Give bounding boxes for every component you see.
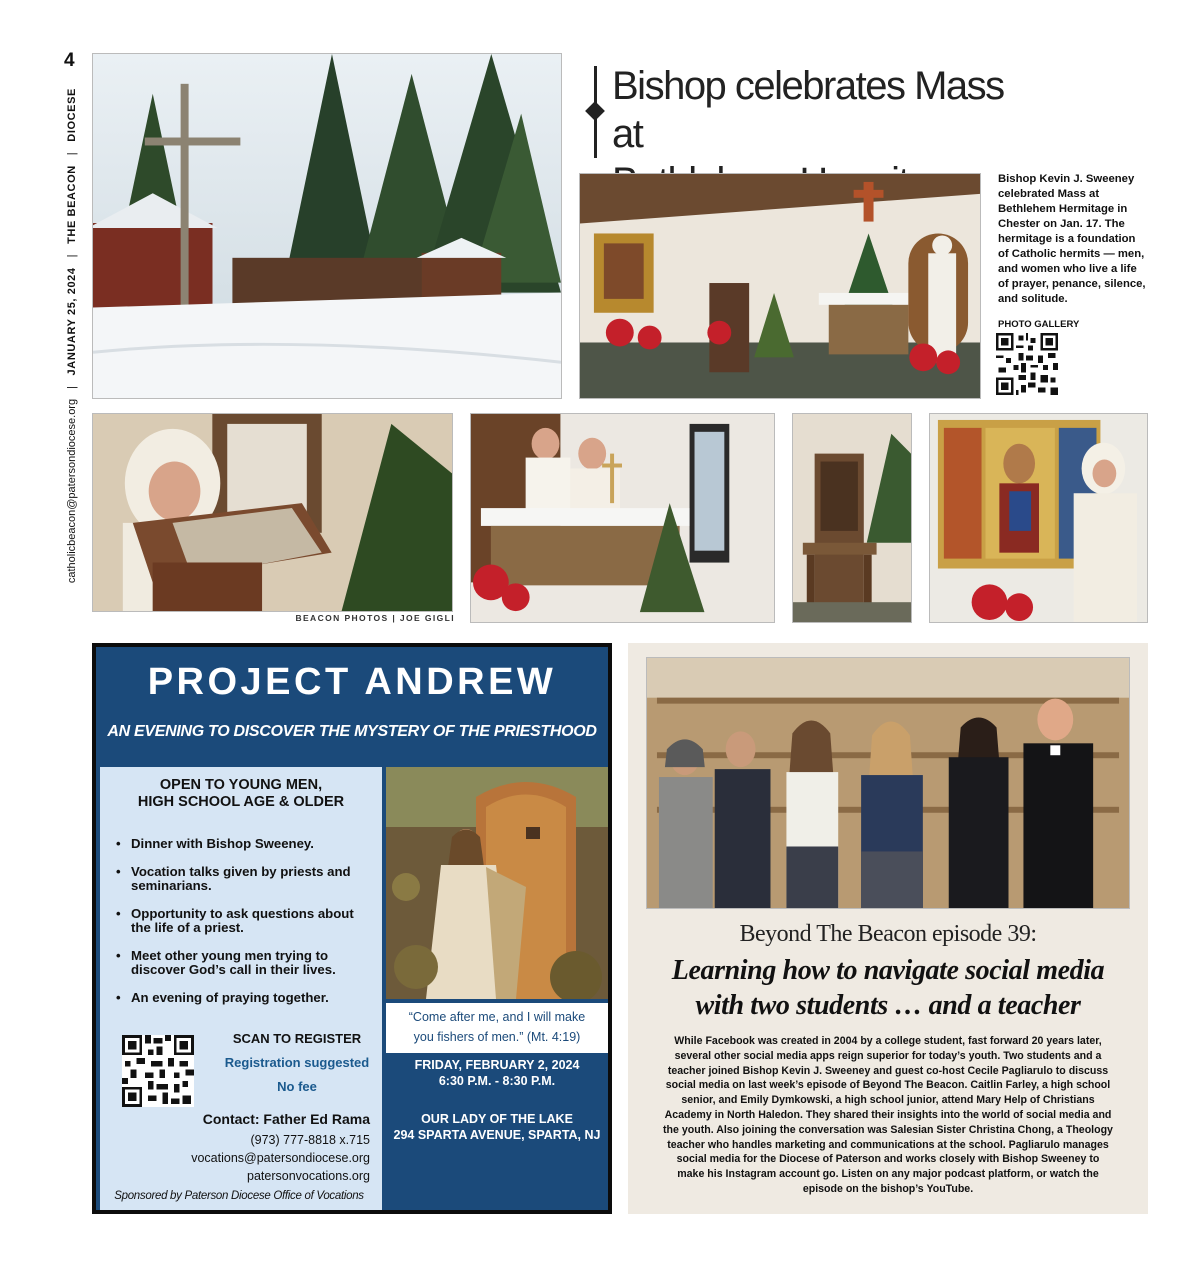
list-item: • Vocation talks given by priests and seminarians.: [116, 865, 376, 893]
ad-fee-note: No fee: [277, 1079, 317, 1094]
photo-credit: BEACON PHOTOS | JOE GIGLI: [295, 613, 455, 623]
ad-eligibility-line-2: HIGH SCHOOL AGE & OLDER: [137, 794, 345, 810]
ad-date-line-1: FRIDAY, FEBRUARY 2, 2024: [414, 1058, 580, 1072]
sidebar-paper-name: THE BEACON: [66, 165, 78, 244]
ad-venue-line-2: 294 SPARTA AVENUE, SPARTA, NJ: [393, 1128, 601, 1142]
ad-event-date: [386, 1057, 608, 1089]
ad-phone[interactable]: (973) 777-8818 x.715: [250, 1133, 370, 1147]
btb-headline: [628, 953, 1148, 1023]
story-caption: Bishop Kevin J. Sweeney celebrated Mass at Bethlehem Hermitage in Chester on Jan. 17. The hermitage is a foundation of Catholic hermits — men, and women who live a life of prayer, penance, silence, and solitude.: [998, 173, 1146, 305]
sidebar-section: DIOCESE: [66, 88, 78, 142]
btb-kicker: Beyond The Beacon episode 39:: [739, 921, 1037, 947]
ad-subtitle: AN EVENING TO DISCOVER THE MYSTERY OF THE PRIESTHOOD: [107, 723, 597, 740]
chapel-chair-photo: [792, 413, 912, 623]
ad-scan-label: SCAN TO REGISTER: [232, 1031, 362, 1046]
beyond-the-beacon-box: [628, 643, 1148, 1214]
ad-event-venue: [386, 1111, 608, 1143]
ad-eligibility: [100, 777, 382, 811]
ad-contact: Contact: Father Ed Rama: [202, 1111, 370, 1127]
page-number: 4: [64, 50, 75, 71]
story-headline: [582, 62, 1002, 162]
registration-qr-code[interactable]: [122, 1035, 194, 1107]
list-item: • Dinner with Bishop Sweeney.: [116, 837, 376, 851]
sidebar-separator: |: [66, 385, 78, 389]
ad-details-panel: [100, 767, 382, 1210]
headline-diamond-ornament: [585, 101, 605, 121]
ad-title: PROJECT ANDREW: [147, 661, 557, 703]
btb-headline-line-2: with two students … and a teacher: [695, 990, 1081, 1021]
photo-gallery-qr-code[interactable]: [996, 333, 1058, 395]
project-andrew-ad: [92, 643, 612, 1214]
btb-headline-line-1: Learning how to navigate social media: [671, 955, 1105, 986]
sidebar-separator: |: [66, 151, 78, 156]
ad-sponsor: Sponsored by Paterson Diocese Office of Vocations: [114, 1190, 364, 1202]
jesus-at-door-painting: [386, 767, 608, 999]
ad-scripture-quote: [386, 1003, 608, 1053]
sidebar-separator: |: [66, 253, 78, 258]
list-item: • An evening of praying together.: [116, 991, 376, 1005]
ad-email[interactable]: vocations@patersondiocese.org: [191, 1151, 370, 1165]
list-item: • Opportunity to ask questions about the life of a priest.: [116, 907, 376, 935]
ad-quote-line-1: “Come after me, and I will make: [408, 1010, 586, 1024]
hermit-at-lectern-photo: [92, 413, 453, 612]
ad-website[interactable]: patersonvocations.org: [247, 1169, 370, 1183]
sidebar-date: JANUARY 25, 2024: [66, 267, 78, 376]
photo-gallery-label: PHOTO GALLERY: [998, 319, 1080, 330]
headline-line-1: Bishop celebrates Mass at: [612, 64, 1004, 156]
podcast-guests-group-photo: [646, 657, 1130, 909]
btb-body-text: While Facebook was created in 2004 by a college student, fast forward 20 years later, several other social media apps reign superior for today’s youth. Two students and a teacher joined Bishop Kevin J. Sweeney and guest co-host Cecile Pagliarulo to discuss social media on last week’s episode of Beyond The Beacon. Caitlin Farley, a high school senior, and Emily Dymkowski, a high school junior, attend Mary Help of Christians Academy in North Haledon. They shared their insights into the world of social media and the youth. Also joining the conversation was Salesian Sister Christina Chong, a Theology teacher who handles marketing and communications at the school. Pagliarulo manages social media for the Diocese of Paterson and works closely with Bishop Sweeney to make his Instagram account go. Listen on any major podcast platform, or watch the episode on the bishop’s YouTube.: [663, 1035, 1113, 1195]
ad-venue-line-1: OUR LADY OF THE LAKE: [421, 1112, 573, 1126]
ad-registration-note: Registration suggested: [224, 1055, 370, 1070]
ad-quote-line-2: you fishers of men.” (Mt. 4:19): [413, 1030, 581, 1044]
sidebar-folio: [60, 88, 84, 588]
chapel-interior-photo: [579, 173, 981, 399]
icon-triptych-hermit-photo: [929, 413, 1148, 623]
sidebar-email[interactable]: catholicbeacon@patersondiocese.org: [66, 398, 78, 584]
ad-date-line-2: 6:30 P.M. - 8:30 P.M.: [438, 1074, 556, 1088]
hermitage-snow-photo: [92, 53, 562, 399]
ad-eligibility-line-1: OPEN TO YOUNG MEN,: [159, 777, 323, 793]
list-item: • Meet other young men trying to discover God’s call in their lives.: [116, 949, 376, 977]
bishop-elevating-host-photo: [470, 413, 775, 623]
ad-bullet-list: [116, 837, 376, 1019]
